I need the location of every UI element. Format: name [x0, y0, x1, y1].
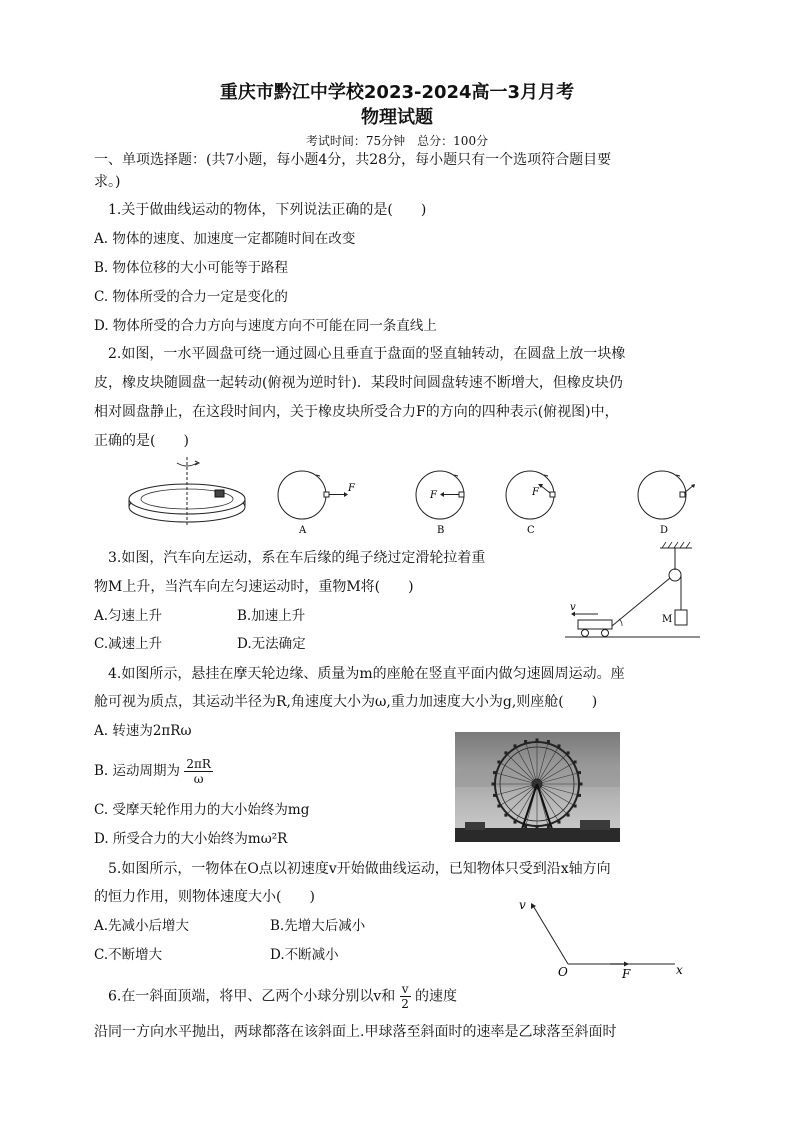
q1-option-c: C. 物体所受的合力一定是变化的	[94, 289, 288, 305]
wheel-cabin	[504, 814, 507, 817]
q5-stem-2: 的恒力作用，则物体速度大小( )	[94, 889, 315, 905]
label-a: A	[299, 525, 307, 536]
car	[578, 620, 612, 629]
wheel-cabin	[578, 771, 581, 774]
force-label-b: F	[430, 490, 437, 501]
ferris-wheel-photo	[455, 732, 620, 842]
wheel-cabin	[580, 783, 583, 786]
q3-figure	[560, 540, 710, 652]
wheel-cabin	[574, 761, 577, 764]
q3-stem-2: 物M上升，当汽车向左匀速运动时，重物M将( )	[94, 579, 414, 595]
option-b-diagram	[416, 471, 464, 536]
wheel-cabin	[578, 794, 581, 797]
q4-option-b-text: B. 运动周期为	[94, 763, 181, 779]
section-heading-cont: 求。)	[94, 174, 121, 190]
fig-mass-label: M	[662, 614, 673, 625]
q5-stem-1: 5.如图所示，一物体在O点以初速度v开始做曲线运动，已知物体只受到沿x轴方向	[108, 861, 611, 877]
q6-speed-fraction	[400, 982, 411, 1011]
fig-x-label: x	[676, 963, 683, 977]
wheel-cabin	[493, 794, 496, 797]
fig-force-label: F	[622, 967, 631, 981]
q1-option-d: D. 物体所受的合力方向与速度方向不可能在同一条直线上	[94, 318, 437, 334]
weight-m	[675, 610, 687, 625]
wheel-cabin	[567, 814, 570, 817]
wheel-cabin	[558, 821, 561, 824]
q6-text-post: 的速度	[414, 988, 457, 1005]
q4-option-a: A. 转速为2πRω	[94, 723, 192, 739]
wheel-cabin	[536, 739, 539, 742]
q5-option-c: C.不断增大	[94, 947, 163, 963]
q1-option-a: A. 物体的速度、加速度一定都随时间在改变	[94, 231, 356, 247]
wheel-cabin	[524, 825, 527, 828]
frac-numerator: v	[401, 982, 409, 996]
q4-option-d: D. 所受合力的大小始终为mω²R	[94, 831, 288, 847]
wheel-cabin	[574, 805, 577, 808]
q4-stem-2: 舱可视为质点，其运动半径为R,角速度大小为ω,重力加速度大小为g,则座舱( )	[94, 694, 598, 710]
exam-title: 重庆市黔江中学校2023-2024高一3月月考	[219, 82, 575, 103]
option-a-diagram	[278, 471, 356, 536]
q5-option-a: A.先减小后增大	[94, 918, 190, 934]
q4-option-b	[94, 757, 213, 786]
wheel-cabin	[524, 740, 527, 743]
wheel-cabin	[547, 825, 550, 828]
option-d-diagram	[638, 471, 695, 536]
exam-meta: 考试时间：75分钟 总分：100分	[305, 134, 489, 148]
frac-denominator: 2	[401, 997, 409, 1011]
q4-stem-1: 4.如图所示，悬挂在摩天轮边缘、质量为m的座舱在竖直平面内做匀速圆周运动。座	[108, 666, 625, 682]
q2-stem-2: 皮，橡皮块随圆盘一起转动(俯视为逆时针)．某段时间圆盘转速不断增大，但橡皮块仍	[94, 375, 623, 391]
wheel-cabin	[492, 783, 495, 786]
q2-stem-4: 正确的是( )	[94, 433, 189, 449]
wheel-cabin	[504, 751, 507, 754]
fig-origin-label: O	[558, 965, 568, 979]
option-c-diagram	[506, 471, 555, 536]
q6-stem-1	[108, 982, 457, 1011]
wheel-cabin	[547, 740, 550, 743]
fig-velocity-label: v	[570, 602, 576, 613]
q4-option-c: C. 受摩天轮作用力的大小始终为mg	[94, 802, 310, 818]
wheel-cabin	[497, 761, 500, 764]
force-label-c: F	[532, 487, 539, 498]
q3-stem-1: 3.如图，汽车向左运动，系在车后缘的绳子绕过定滑轮拉着重	[108, 550, 486, 566]
wheel-cabin	[558, 744, 561, 747]
label-c: C	[527, 525, 535, 536]
q3-option-c: C.减速上升	[94, 636, 163, 652]
label-b: B	[437, 525, 445, 536]
q2-stem-3: 相对圆盘静止，在这段时间内，关于橡皮块所受合力F的方向的四种表示(俯视图)中，	[94, 404, 619, 420]
q1-stem: 1.关于做曲线运动的物体，下列说法正确的是( )	[108, 202, 427, 218]
frac-numerator: 2πR	[186, 757, 211, 771]
wheel-cabin	[514, 821, 517, 824]
label-d: D	[660, 525, 669, 536]
pulley	[669, 569, 681, 581]
section-heading: 一、单项选择题：(共7小题，每小题4分，共28分，每小题只有一个选项符合题目要	[94, 152, 612, 168]
q2-figure	[120, 455, 710, 540]
q3-option-b: B.加速上升	[237, 608, 306, 624]
q5-option-d: D.不断减小	[270, 947, 339, 963]
q5-figure	[510, 892, 690, 982]
force-label-a: F	[348, 483, 355, 494]
q6-text-pre: 6.在一斜面顶端，将甲、乙两个小球分别以v和	[108, 988, 396, 1005]
q2-stem-1: 2.如图，一水平圆盘可绕一通过圆心且垂直于盘面的竖直轴转动，在圆盘上放一块橡	[108, 346, 626, 362]
q3-option-a: A.匀速上升	[94, 608, 163, 624]
exam-subject: 物理试题	[361, 107, 433, 128]
q5-option-b: B.先增大后减小	[270, 918, 366, 934]
fig-v-label: v	[519, 898, 526, 912]
q4-period-fraction	[184, 757, 213, 786]
turntable-diagram	[129, 457, 245, 527]
wheel-cabin	[567, 751, 570, 754]
frac-denominator: ω	[193, 772, 204, 786]
wheel-cabin	[497, 805, 500, 808]
wheel-cabin	[514, 744, 517, 747]
wheel-cabin	[493, 771, 496, 774]
q3-option-d: D.无法确定	[237, 636, 306, 652]
q1-option-b: B. 物体位移的大小可能等于路程	[94, 260, 289, 276]
q6-stem-2: 沿同一方向水平抛出，两球都落在该斜面上.甲球落至斜面时的速率是乙球落至斜面时	[94, 1024, 617, 1040]
